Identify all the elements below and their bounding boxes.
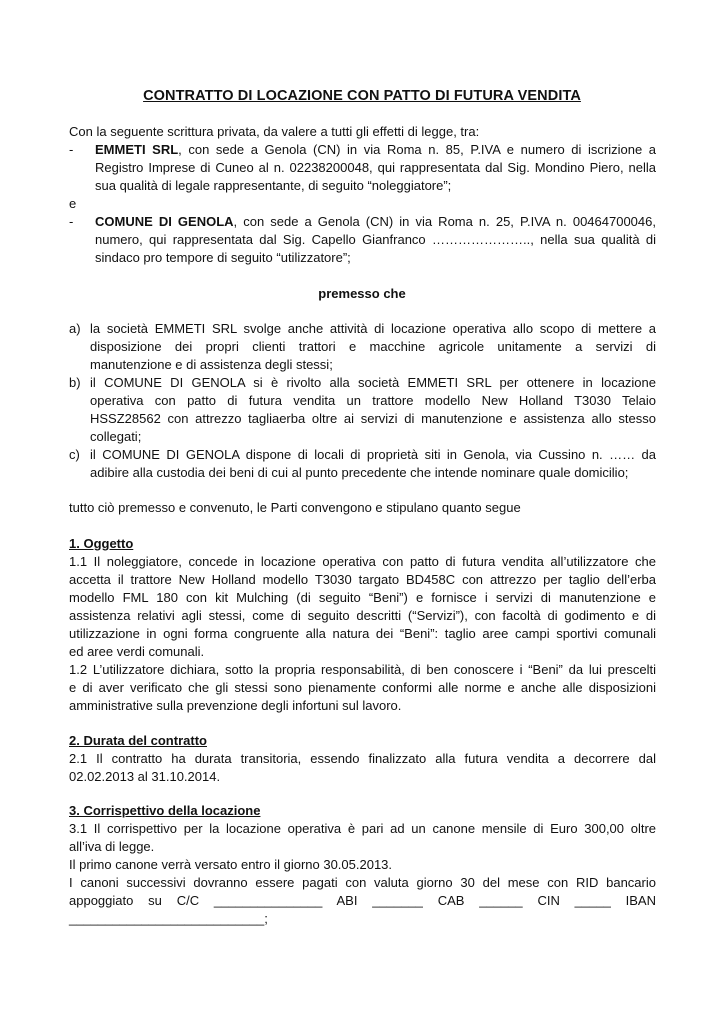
item-a-mark: a) — [69, 321, 81, 336]
section-2-heading: 2. Durata del contratto — [69, 733, 207, 748]
party2-line-3: sindaco pro tempore di seguito “utilizzatore”; — [95, 250, 351, 265]
section-3-line-3: Il primo canone verrà versato entro il giorno 30.05.2013. — [69, 857, 393, 872]
item-c-line-1: il COMUNE DI GENOLA dispone di locali di proprietà siti in Genola, via Cussino n. …… da — [90, 447, 656, 462]
party2-dash: - — [69, 214, 74, 229]
item-b-line-1: il COMUNE DI GENOLA si è rivolto alla società EMMETI SRL per ottenere in locazione — [90, 375, 656, 390]
party1-text-1: , con sede a Genola (CN) in via Roma n. 85, P.IVA e numero di iscrizione a — [178, 142, 656, 157]
intro-text: Con la seguente scrittura privata, da valere a tutti gli effetti di legge, tra: — [69, 124, 480, 139]
party1-dash: - — [69, 142, 74, 157]
section-3-line-2: all’iva di legge. — [69, 839, 155, 854]
party2-line-2: numero, qui rappresentata dal Sig. Capello Gianfranco ………………….., nella sua qualità di — [95, 232, 656, 247]
section-3-line-6: ___________________________; — [69, 911, 268, 926]
item-b-line-3: HSSZ28562 con attrezzo tagliaerba oltre ai servizi di manutenzione e assistenza allo stesso — [90, 411, 656, 426]
item-b-line-2: operativa con patto di futura vendita un trattore modello New Holland T3030 Telaio — [90, 393, 656, 408]
party1-line-1 — [95, 141, 656, 159]
item-a-line-2: disposizione dei propri clienti trattori e macchine agricole unitamente a servizi di — [90, 339, 656, 354]
section-1-line-9: amministrative sulla prevenzione degli infortuni sul lavoro. — [69, 698, 402, 713]
section-1-line-8: e di aver verificato che gli stessi sono pienamente conformi alle norme e anche alle disposizioni — [69, 680, 656, 695]
party2-text-1: , con sede a Genola (CN) in via Roma n. 25, P.IVA n. 00464700046, — [233, 214, 656, 229]
section-1-line-6: ed aree verdi comunali. — [69, 644, 205, 659]
party1-line-3: sua qualità di legale rappresentante, di seguito “noleggiatore”; — [95, 178, 452, 193]
item-a-line-1: la società EMMETI SRL svolge anche attività di locazione operativa allo scopo di mettere a — [90, 321, 656, 336]
item-b-line-4: collegati; — [90, 429, 142, 444]
item-b-mark: b) — [69, 375, 81, 390]
section-1-line-2: accetta il trattore New Holland modello T3030 targato BD458C con attrezzo per taglio dell’erba — [69, 572, 656, 587]
section-1-line-4: assistenza relativi agli stessi, come di seguito descritti (“Servizi”), con facoltà di godimento e di — [69, 608, 656, 623]
section-3-line-5: appoggiato su C/C _______________ ABI _______ CAB ______ CIN _____ IBAN — [69, 893, 656, 908]
item-a-line-3: manutenzione e di assistenza degli stessi; — [90, 357, 333, 372]
section-1-line-3: modello FML 180 con kit Mulching (di seguito “Beni”) e fornisce i servizi di manutenzione e — [69, 590, 656, 605]
section-2-line-2: 02.02.2013 al 31.10.2014. — [69, 769, 221, 784]
section-3-heading: 3. Corrispettivo della locazione — [69, 803, 261, 818]
premesso-heading: premesso che — [318, 286, 406, 301]
section-1-heading: 1. Oggetto — [69, 536, 134, 551]
section-1-line-1: 1.1 Il noleggiatore, concede in locazione operativa con patto di futura vendita all’utilizzatore che — [69, 554, 656, 569]
section-1-line-5: utilizzazione in ogni forma congruente alla natura dei “Beni”: taglio aree campi sportivi comunali — [69, 626, 656, 641]
section-1-line-7: 1.2 L’utilizzatore dichiara, sotto la propria responsabilità, di ben conoscere i “Beni” da lui prescelti — [69, 662, 656, 677]
premise-end-text: tutto ciò premesso e convenuto, le Parti convengono e stipulano quanto segue — [69, 500, 521, 515]
item-c-line-2: adibire alla custodia dei beni di cui al punto precedente che intende nominare quale domicilio; — [90, 465, 629, 480]
party2-line-1 — [95, 213, 656, 231]
section-3-line-4: I canoni successivi dovranno essere pagati con valuta giorno 30 del mese con RID bancario — [69, 875, 656, 890]
party1-name: EMMETI SRL — [95, 142, 179, 157]
item-c-mark: c) — [69, 447, 80, 462]
conjunction: e — [69, 196, 77, 211]
section-3-line-1: 3.1 Il corrispettivo per la locazione operativa è pari ad un canone mensile di Euro 300,00 oltre — [69, 821, 656, 836]
party2-name: COMUNE DI GENOLA — [95, 214, 234, 229]
party1-line-2: Registro Imprese di Cuneo al n. 02238200048, qui rappresentata dal Sig. Mondino Piero, nella — [95, 160, 656, 175]
document-title: CONTRATTO DI LOCAZIONE CON PATTO DI FUTURA VENDITA — [143, 88, 581, 104]
section-2-line-1: 2.1 Il contratto ha durata transitoria, essendo finalizzato alla futura vendita a decorrere dal — [69, 751, 656, 766]
